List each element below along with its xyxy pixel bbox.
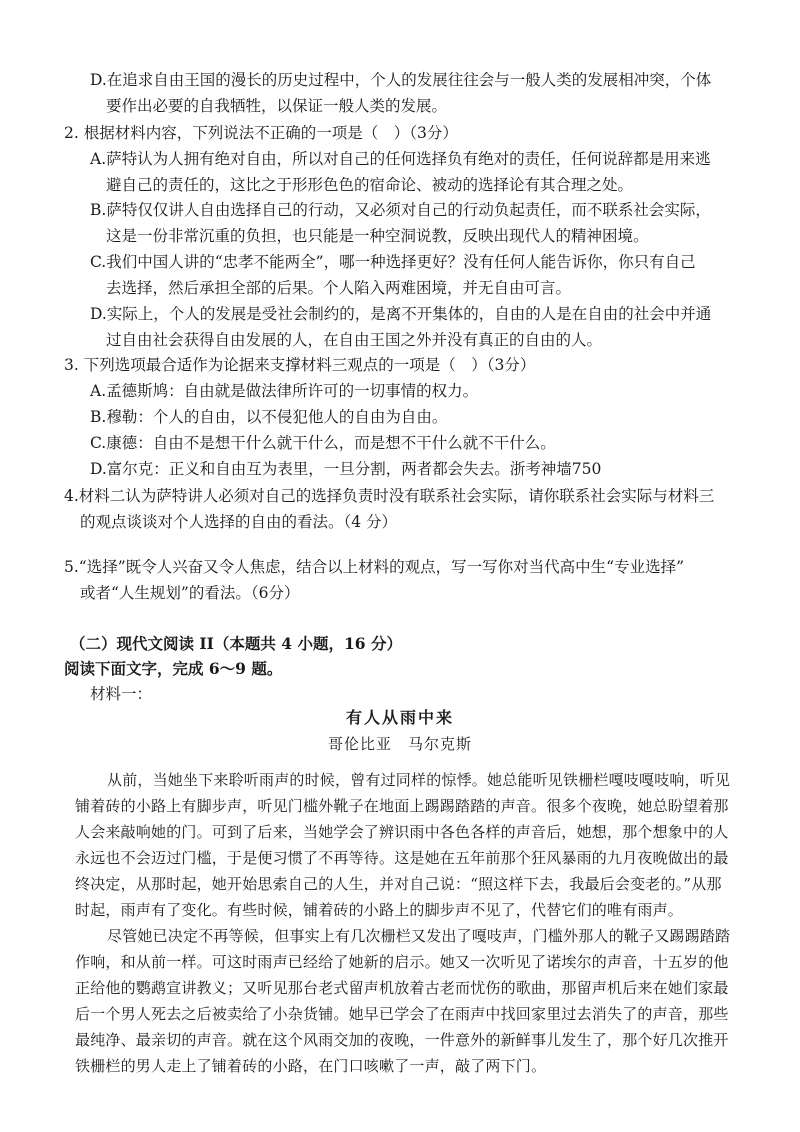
paragraph-1-line-4: 永远也不会迈过门槛，于是便习惯了不再等待。这是她在五年前那个狂风暴雨的九月夜晚做出的最	[75, 849, 729, 867]
paragraph-1-line-3: 人会来敲响她的门。可到了后来，当她学会了辨识雨中各色各样的声音后，她想，那个想象中的人	[75, 823, 729, 841]
paragraph-1-line-5: 终决定，从那时起，她开始思索自己的人生，并对自己说：“照这样下去，我最后会变老的。”从那	[75, 875, 722, 893]
paragraph-2-line-3: 正给他的鹦鹉宣讲教义；又听见那台老式留声机放着古老而忧伤的歌曲，那留声机后来在她们家最	[75, 979, 729, 997]
q3-option-a: A.孟德斯鸠：自由就是做法律所许可的一切事情的权力。	[90, 382, 479, 400]
q2-option-a-line-1: A.萨特认为人拥有绝对自由，所以对自己的任何选择负有绝对的责任，任何说辞都是用来逃	[90, 150, 711, 168]
q2-option-d-line-1: D.实际上，个人的发展是受社会制约的，是离不开集体的，自由的人是在自由的社会中并通	[90, 305, 712, 323]
q3-option-d: D.富尔克：正义和自由互为表里，一旦分割，两者都会失去。浙考神墙750	[90, 460, 602, 478]
q3-option-b: B.穆勒：个人的自由，以不侵犯他人的自由为自由。	[90, 408, 448, 426]
story-author: 哥伦比亚 马尔克斯	[327, 735, 472, 753]
question-5-line-2: 或者“人生规划”的看法。（6分）	[80, 584, 300, 602]
paragraph-2-line-4: 后一个男人死去之后被卖给了小杂货铺。她早已学会了在雨声中找回家里过去消失了的声音，那些	[75, 1005, 729, 1023]
question-2: 2. 根据材料内容，下列说法不正确的一项是（ ）（3分）	[64, 124, 458, 142]
q2-option-c-line-2: 去选择，然后承担全部的后果。个人陷入两难困境，并无自由可言。	[106, 279, 572, 297]
q2-option-d-line-2: 过自由社会获得自由发展的人，在自由王国之外并没有真正的自由的人。	[106, 331, 603, 349]
paragraph-1-line-2: 铺着砖的小路上有脚步声，听见门槛外靴子在地面上踢踢踏踏的声音。很多个夜晚，她总盼望着那	[75, 797, 729, 815]
q2-option-b-line-2: 这是一份非常沉重的负担，也只能是一种空洞说教，反映出现代人的精神困境。	[106, 227, 649, 245]
paragraph-1-line-6: 时起，雨声有了变化。有些时候，铺着砖的小路上的脚步声不见了，代替它们的唯有雨声。	[75, 901, 684, 919]
question-4-line-1: 4.材料二认为萨特讲人必须对自己的选择负责时没有联系社会实际，请你联系社会实际与材料三	[64, 487, 715, 505]
question-4-line-2: 的观点谈谈对个人选择的自由的看法。（4 分）	[80, 513, 398, 531]
story-title: 有人从雨中来	[345, 708, 454, 727]
option-d-line-2: 要作出必要的自我牺牲，以保证一般人类的发展。	[106, 97, 448, 115]
q2-option-b-line-1: B.萨特仅仅讲人自由选择自己的行动，又必须对自己的行动负起责任，而不联系社会实际，	[90, 201, 711, 219]
paragraph-2-line-1: 尽管她已决定不再等候，但事实上有几次栅栏又发出了嘎吱声，门槛外那人的靴子又踢踢踏踏	[107, 927, 731, 945]
question-5-line-1: 5.“选择”既令人兴奋又令人焦虑，结合以上材料的观点，写一写你对当代高中生“专业选择”	[64, 558, 684, 576]
q2-option-c-line-1: C.我们中国人讲的“忠孝不能两全”，哪一种选择更好？没有任何人能告诉你，你只有自己	[90, 253, 696, 271]
paragraph-1-line-1: 从前，当她坐下来聆听雨声的时候，曾有过同样的惊悸。她总能听见铁栅栏嘎吱嘎吱响，听见	[107, 771, 731, 789]
paragraph-2-line-2: 作响，和从前一样。可这时雨声已经给了她新的启示。她又一次听见了诺埃尔的声音，十五岁的他	[75, 953, 729, 971]
question-3: 3. 下列选项最合适作为论据来支撑材料三观点的一项是（ ）（3分）	[64, 356, 536, 374]
paragraph-2-line-5: 最纯净、最亲切的声音。就在这个风雨交加的夜晚，一件意外的新鲜事儿发生了，那个好几次推开	[75, 1031, 729, 1049]
material-label: 材料一：	[90, 685, 153, 703]
paragraph-2-line-6: 铁栅栏的男人走上了铺着砖的小路，在门口咳嗽了一声，敲了两下门。	[75, 1057, 547, 1075]
q2-option-a-line-2: 避自己的责任的，这比之于形形色色的宿命论、被动的选择论有其合理之处。	[106, 176, 634, 194]
reading-instruction: 阅读下面文字，完成 6～9 题。	[64, 659, 283, 678]
q3-option-c: C.康德：自由不是想干什么就干什么，而是想不干什么就不干什么。	[90, 434, 556, 452]
section-heading: （二）现代文阅读 II（本题共 4 小题，16 分）	[70, 634, 402, 653]
option-d-line-1: D.在追求自由王国的漫长的历史过程中，个人的发展往往会与一般人类的发展相冲突，个体	[90, 71, 712, 89]
